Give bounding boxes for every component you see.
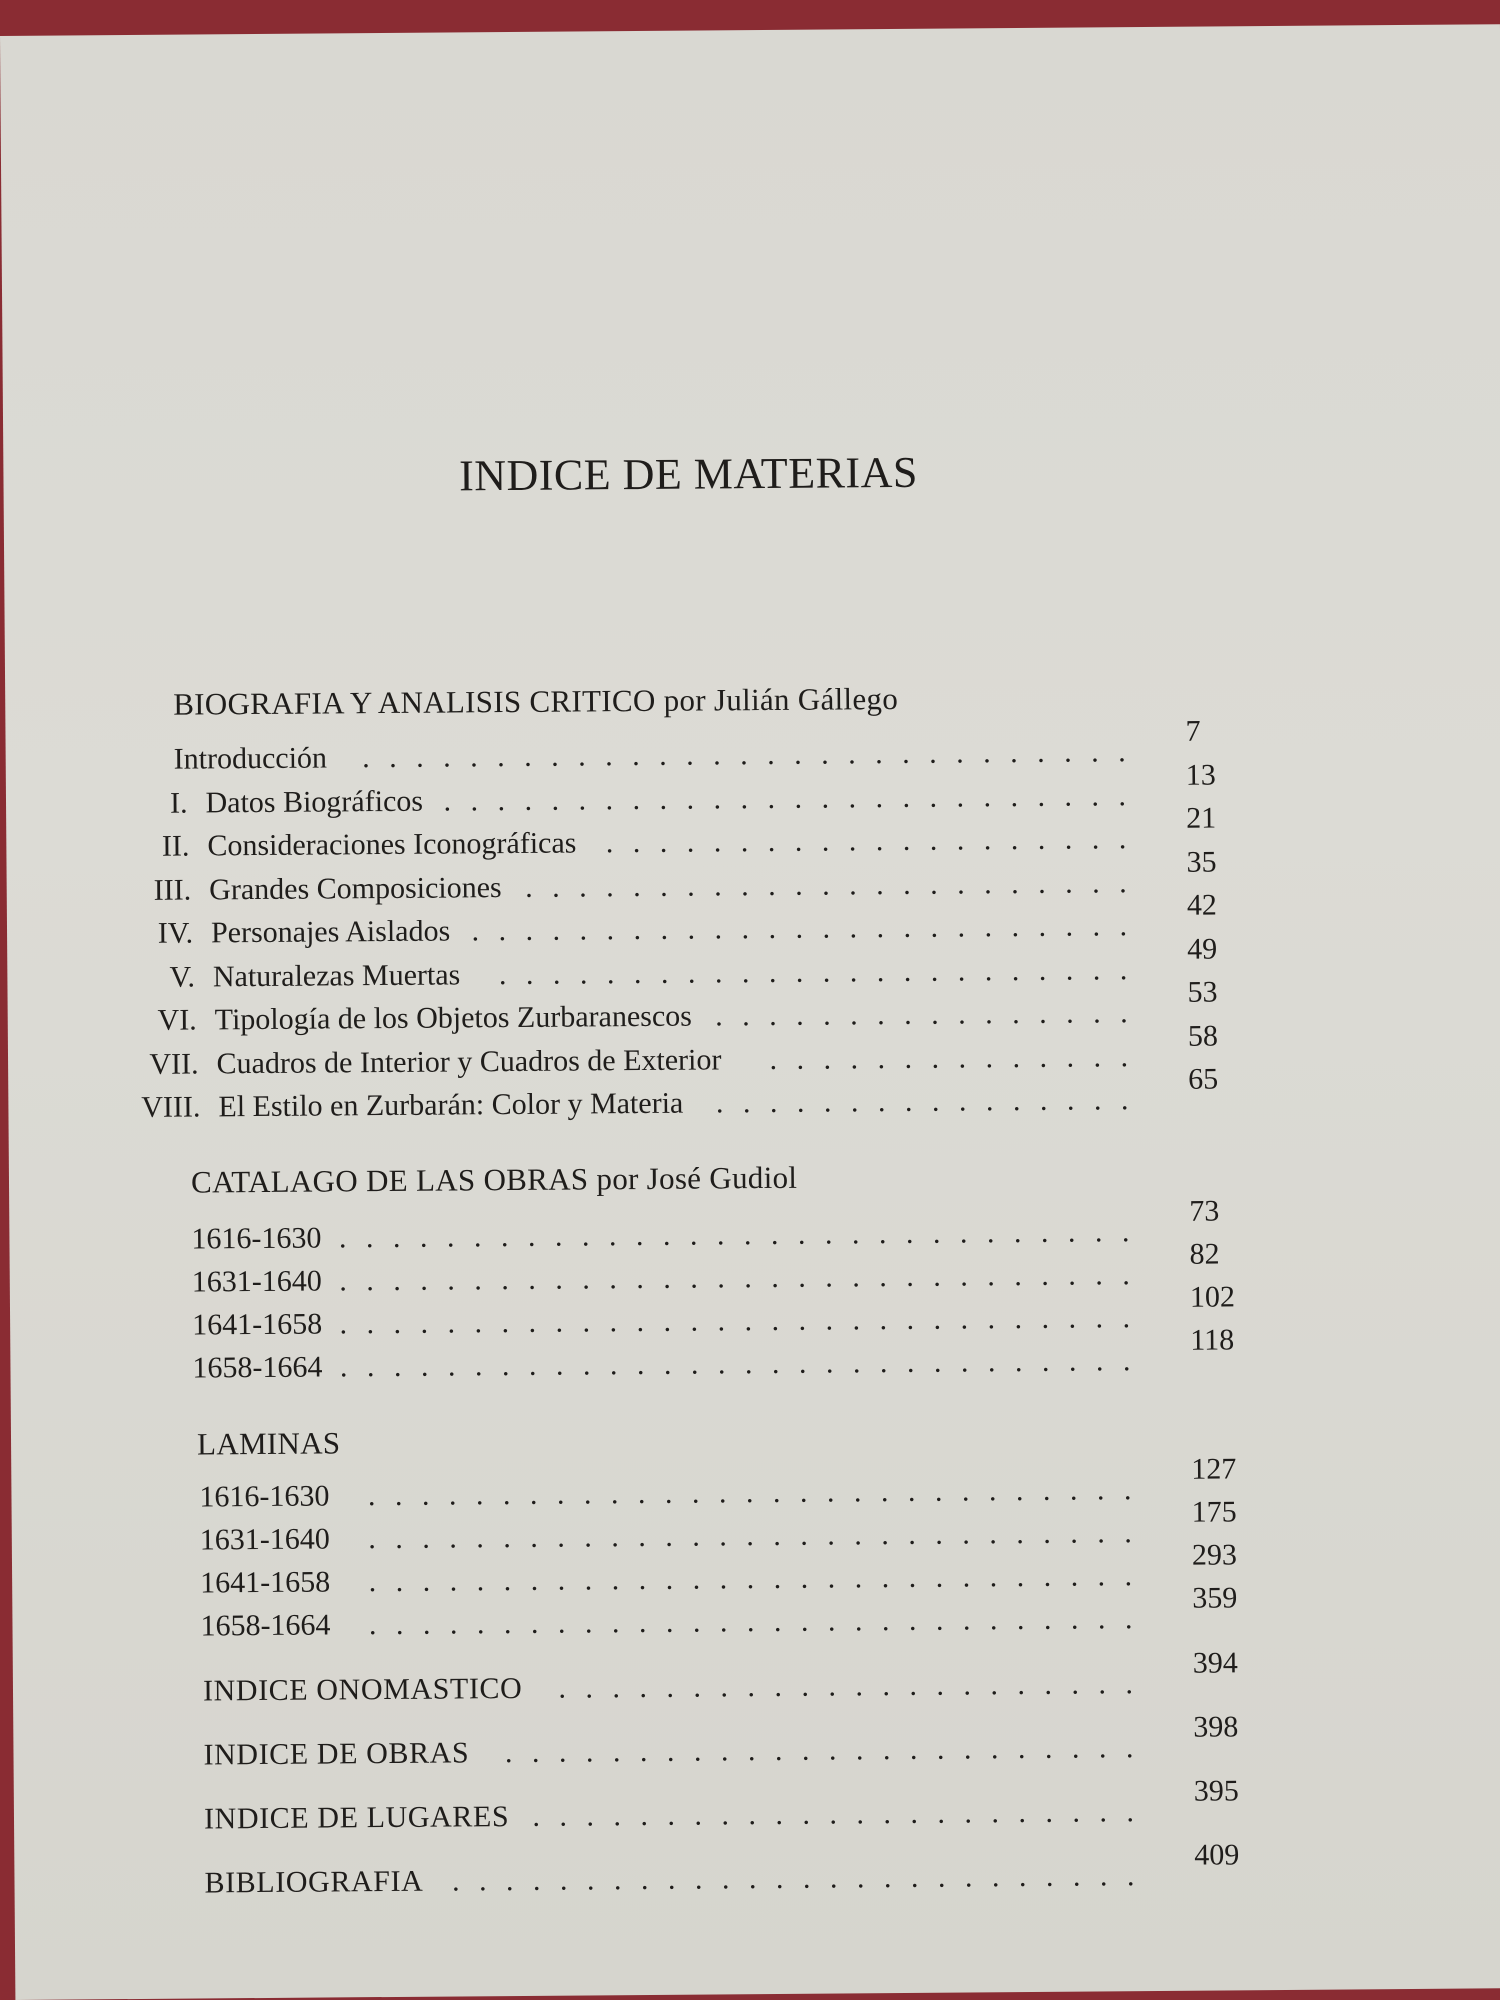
page-number: 394 xyxy=(1192,1646,1238,1680)
toc-entry-label: 1616-1630 xyxy=(199,1479,330,1514)
page-number: 409 xyxy=(1194,1838,1240,1872)
page-number: 359 xyxy=(1192,1581,1238,1615)
dot-leader: . . . . . . . . . . . . . . . . . . . . . . . . . xyxy=(471,909,1128,948)
chapter-number: III. xyxy=(153,873,192,907)
page-number: 53 xyxy=(1187,975,1218,1009)
toc-entry-label: Grandes Composiciones xyxy=(209,870,502,906)
dot-leader: . . . . . . . . . . . . . . . . xyxy=(715,996,1128,1033)
dot-leader: . . . . . . . . . . . . . . . . . . . . . . . . . . . . . xyxy=(368,1516,1132,1556)
toc-entry xyxy=(14,1838,1414,1908)
dot-leader: . . . . . . . . . . . . . . . . . . . . . . . . . . . . . . xyxy=(339,1301,1131,1341)
section-heading-text: CATALAGO DE LAS OBRAS xyxy=(190,1161,589,1200)
toc-entry-label: El Estilo en Zurbarán: Color y Materia xyxy=(218,1086,684,1124)
chapter-number: V. xyxy=(169,959,196,994)
dot-leader: . . . . . . . . . . . . . . . . . . . . . . . . xyxy=(498,952,1128,991)
page-number: 102 xyxy=(1189,1280,1236,1314)
page-number: 175 xyxy=(1191,1495,1237,1529)
page-number: 398 xyxy=(1193,1710,1239,1744)
section-heading-biografia xyxy=(173,681,898,723)
chapter-number: VIII. xyxy=(141,1090,201,1124)
page-number: 293 xyxy=(1191,1538,1238,1572)
dot-leader: . . . . . . . . . . . . . . xyxy=(769,1039,1129,1076)
toc-entry-label: Tipología de los Objetos Zurbaranescos xyxy=(214,999,693,1037)
toc-entry-label: BIBLIOGRAFIA xyxy=(204,1864,424,1900)
page-number: 58 xyxy=(1187,1018,1219,1053)
page-title: INDICE DE MATERIAS xyxy=(458,447,919,501)
dot-leader: . . . . . . . . . . . . . . . . xyxy=(715,1083,1129,1120)
chapter-number: VI. xyxy=(157,1003,197,1037)
dot-leader: . . . . . . . . . . . . . . . . . . . . . . . . . . . . . xyxy=(362,735,1126,775)
book-page xyxy=(0,24,1500,2000)
toc-entry-label: 1616-1630 xyxy=(191,1221,322,1256)
page-number: 395 xyxy=(1193,1774,1239,1808)
page-number: 65 xyxy=(1188,1062,1219,1096)
page-number: 73 xyxy=(1189,1194,1220,1228)
dot-leader: . . . . . . . . . . . . . . . . . . . . . . . . . . xyxy=(451,1859,1135,1898)
page-number: 35 xyxy=(1186,844,1217,879)
toc-entry-label: 1631-1640 xyxy=(191,1264,322,1299)
toc-entry xyxy=(13,1646,1413,1716)
chapter-number: II. xyxy=(161,829,190,863)
chapter-number: VII. xyxy=(149,1046,199,1081)
dot-leader: . . . . . . . . . . . . . . . . . . . . . . . . . . . . . . xyxy=(338,1215,1130,1255)
toc-entry-label: 1658-1664 xyxy=(192,1350,323,1385)
section-heading-catalago xyxy=(191,1160,798,1201)
dot-leader: . . . . . . . . . . . . . . . . . . . . . . . xyxy=(532,1795,1135,1833)
toc-entry-label: Cuadros de Interior y Cuadros de Exterior xyxy=(216,1042,722,1080)
chapter-number: IV. xyxy=(157,916,194,950)
page-number: 127 xyxy=(1191,1452,1237,1486)
chapter-number: I. xyxy=(169,786,188,820)
page-number: 82 xyxy=(1189,1237,1220,1271)
page-number: 42 xyxy=(1186,888,1217,922)
page-number: 49 xyxy=(1187,931,1218,966)
toc-entry-label: INDICE DE LUGARES xyxy=(203,1800,510,1836)
dot-leader: . . . . . . . . . . . . . . . . . . . . . . . . . . . . . xyxy=(367,1473,1132,1513)
toc-entry-label: 1641-1658 xyxy=(200,1565,331,1600)
section-heading-text: LAMINAS xyxy=(196,1425,341,1462)
toc-entry-label: Naturalezas Muertas xyxy=(212,957,461,993)
page-number: 118 xyxy=(1190,1323,1235,1357)
dot-leader: . . . . . . . . . . . . . . . . . . . . . . . xyxy=(525,865,1127,904)
toc-entry-label: 1641-1658 xyxy=(192,1307,323,1342)
dot-leader: . . . . . . . . . . . . . . . . . . . . . . . . . . xyxy=(443,778,1127,818)
toc-entry-label: 1631-1640 xyxy=(199,1522,330,1557)
dot-leader: . . . . . . . . . . . . . . . . . . . . . . . . . . . . . . xyxy=(339,1344,1131,1384)
dot-leader: . . . . . . . . . . . . . . . . . . . . . . . . xyxy=(504,1731,1134,1770)
toc-entry-label: Consideraciones Iconográficas xyxy=(207,826,577,863)
dot-leader: . . . . . . . . . . . . . . . . . . . . . . xyxy=(558,1667,1134,1705)
dot-leader: . . . . . . . . . . . . . . . . . . . . xyxy=(605,822,1127,860)
page-number: 21 xyxy=(1186,801,1217,835)
toc-entry-label: INDICE DE OBRAS xyxy=(203,1736,470,1772)
section-author: por Julián Gállego xyxy=(663,680,899,718)
dot-leader: . . . . . . . . . . . . . . . . . . . . . . . . . . . . . . xyxy=(339,1258,1130,1298)
toc-entry xyxy=(14,1774,1414,1844)
toc-entry-label: 1658-1664 xyxy=(200,1608,331,1643)
page-number: 13 xyxy=(1185,757,1216,792)
toc-entry-label: Personajes Aislados xyxy=(210,914,451,950)
toc-entry-label: Datos Biográficos xyxy=(205,784,424,819)
section-author: por José Gudiol xyxy=(596,1159,798,1197)
toc-entry-label: Introducción xyxy=(173,741,328,776)
toc-entry-label: INDICE ONOMASTICO xyxy=(202,1671,523,1708)
section-heading-laminas xyxy=(197,1425,341,1462)
dot-leader: . . . . . . . . . . . . . . . . . . . . . . . . . . . . . xyxy=(368,1559,1133,1599)
dot-leader: . . . . . . . . . . . . . . . . . . . . . . . . . . . . . xyxy=(368,1602,1133,1642)
section-heading-text: BIOGRAFIA Y ANALISIS CRITICO xyxy=(173,682,656,722)
toc-entry xyxy=(8,1062,1408,1132)
toc-entry xyxy=(13,1710,1413,1780)
page-number: 7 xyxy=(1185,714,1201,748)
